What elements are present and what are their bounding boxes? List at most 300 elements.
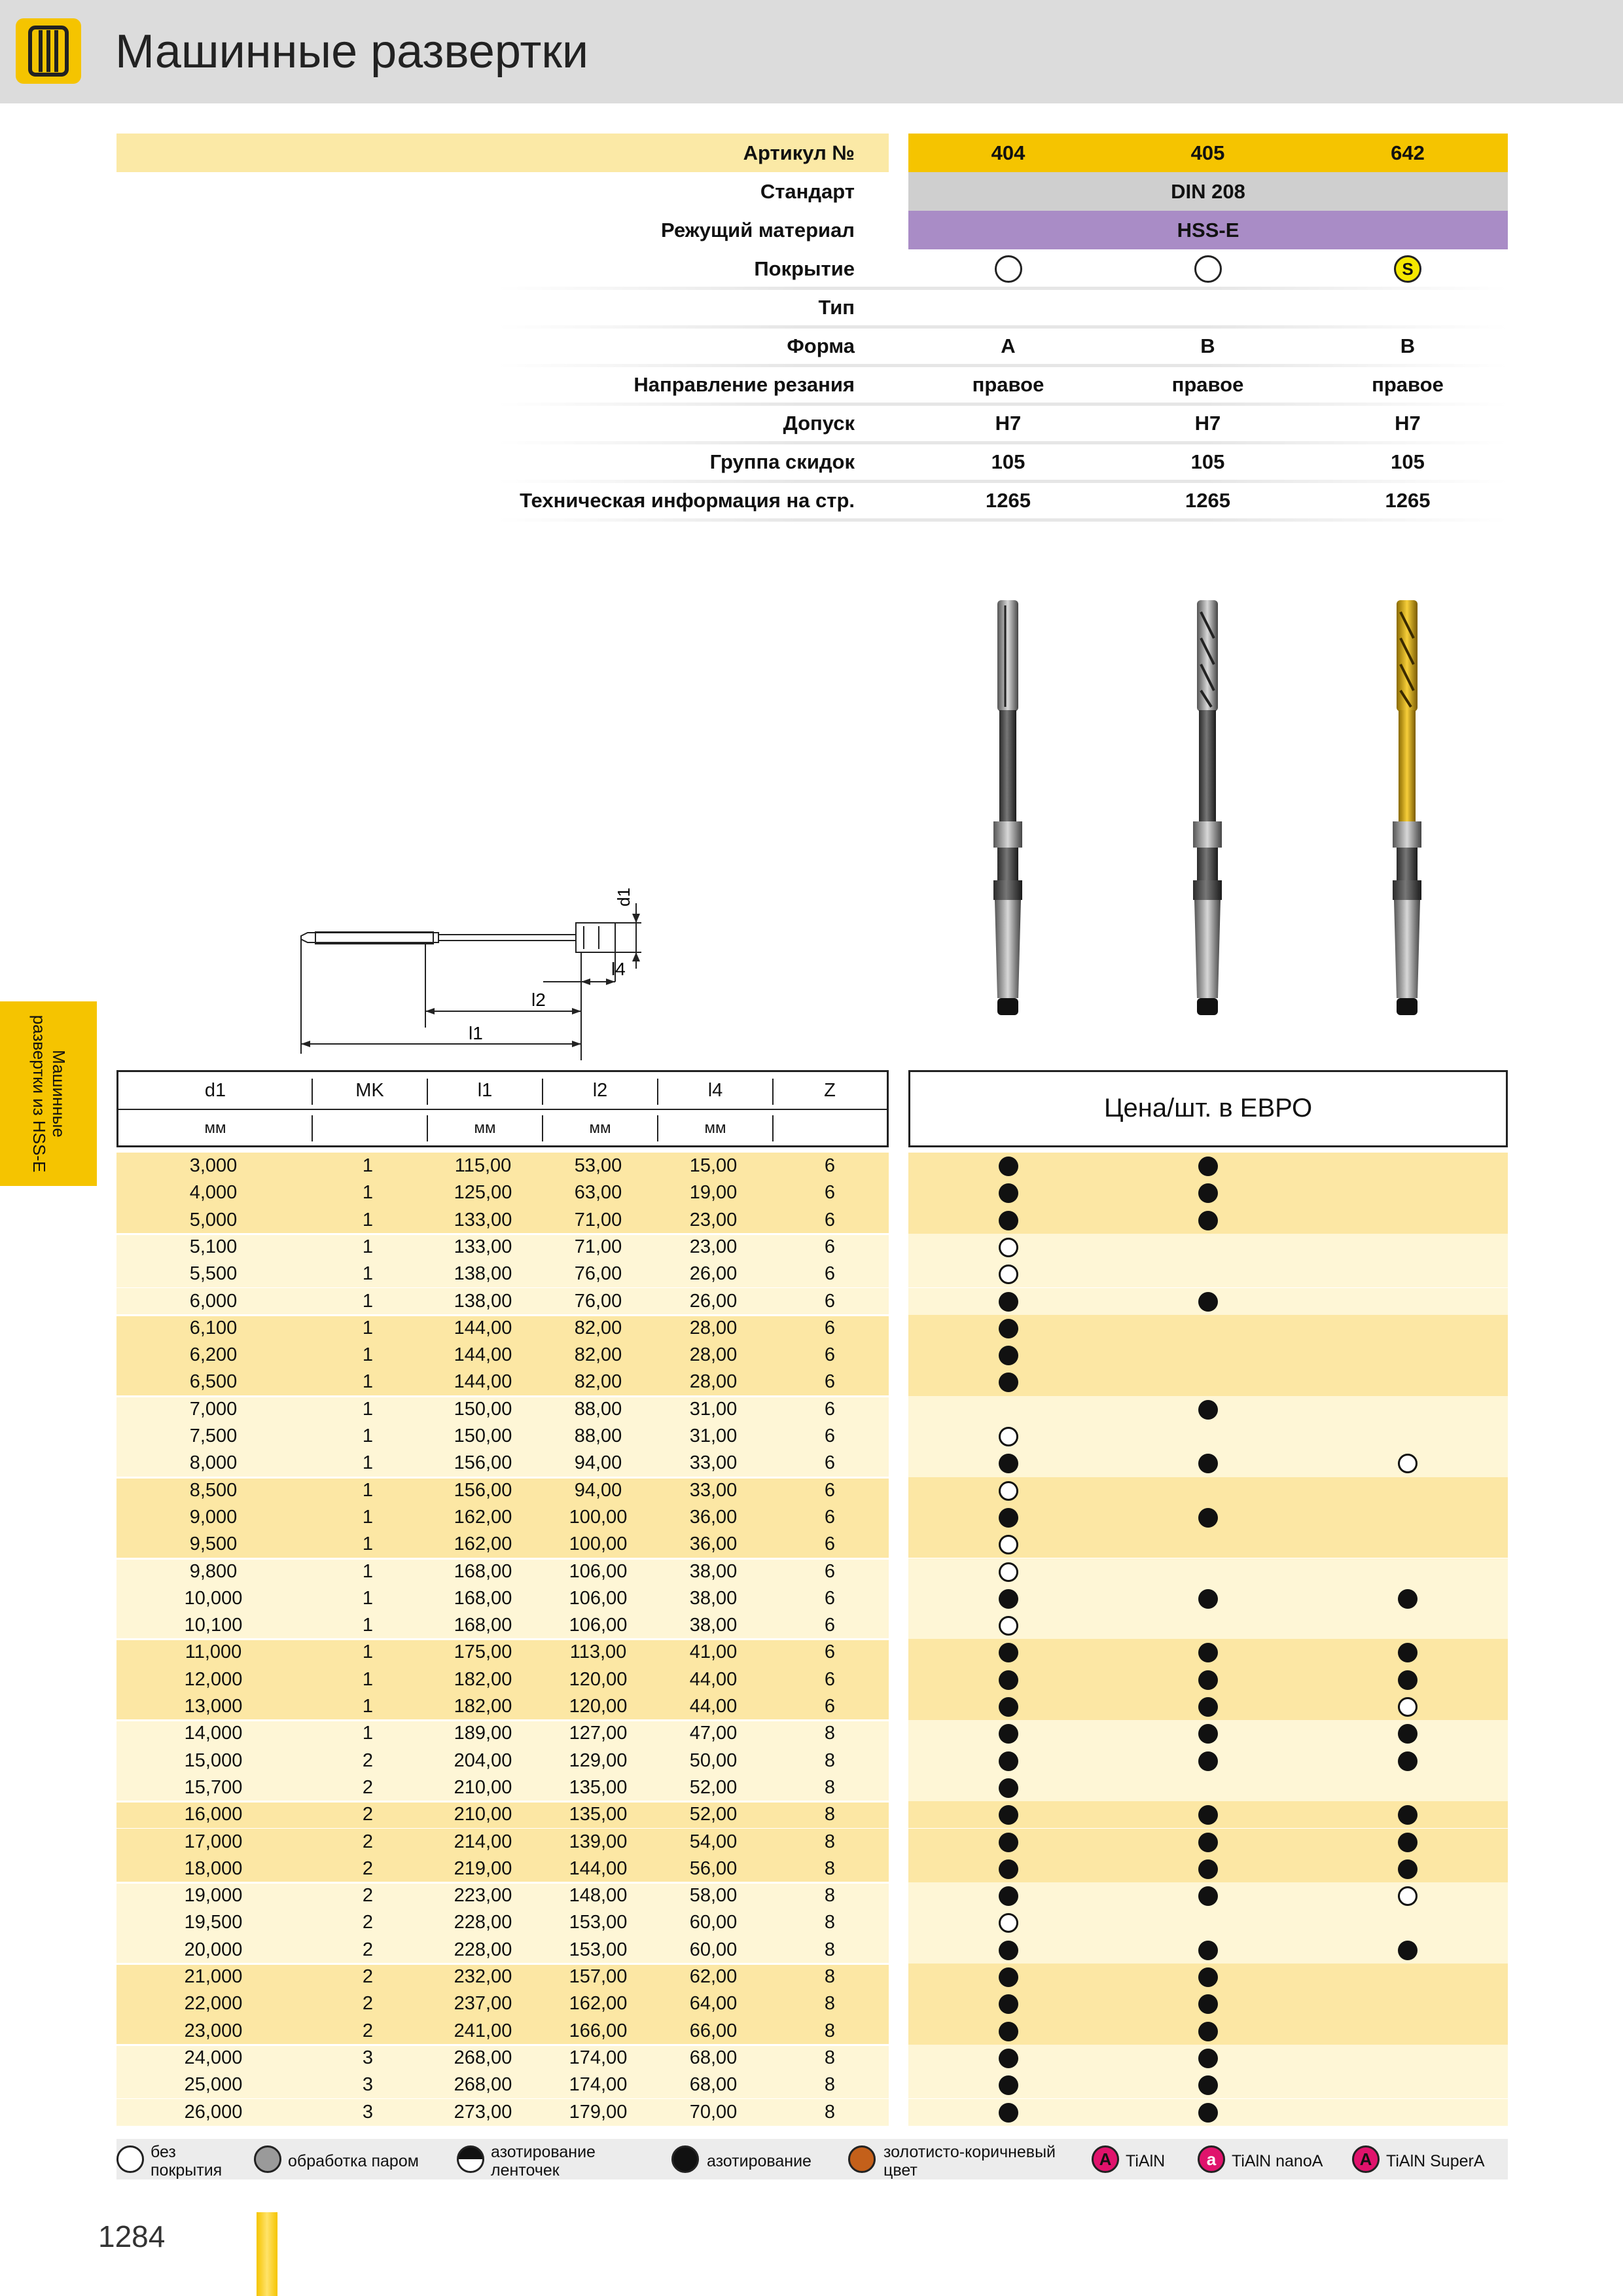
table-cell: 6 xyxy=(824,1479,836,1501)
table-cell: 3 xyxy=(362,2101,374,2123)
table-cell: 36,00 xyxy=(689,1534,738,1555)
available-dot-icon xyxy=(1198,1454,1218,1473)
table-cell: 11,000 xyxy=(185,1641,242,1663)
table-cell: 2 xyxy=(362,1966,374,1987)
techinfo-642: 1265 xyxy=(1385,489,1431,512)
l2-dimension-label: l2 xyxy=(531,990,546,1010)
table-cell: 19,000 xyxy=(184,1885,243,1907)
on-request-dot-icon xyxy=(1398,1886,1418,1906)
unit-l4: мм xyxy=(704,1119,726,1137)
legend-land-nitrided-l2: ленточек xyxy=(491,2161,560,2179)
direction-404: правое xyxy=(972,373,1044,396)
price-row xyxy=(908,2072,1508,2098)
table-cell: 68,00 xyxy=(689,2047,738,2068)
page-number: 1284 xyxy=(98,2219,166,2253)
side-tab-line1: Машинные xyxy=(49,1050,69,1138)
table-cell: 52,00 xyxy=(689,1804,738,1825)
table-cell: 127,00 xyxy=(569,1723,628,1744)
reamer-642-image xyxy=(1381,599,1433,1050)
table-cell: 100,00 xyxy=(569,1506,628,1528)
price-row xyxy=(908,1396,1508,1423)
table-cell: 6 xyxy=(824,1398,836,1420)
table-cell: 8 xyxy=(824,1831,836,1852)
available-dot-icon xyxy=(1398,1833,1418,1852)
row-divider xyxy=(497,403,1508,406)
table-cell: 8 xyxy=(824,1885,836,1907)
legend-tialn-supera: TiAlN SuperA xyxy=(1386,2152,1485,2170)
table-cell: 6 xyxy=(824,1534,836,1555)
table-cell: 179,00 xyxy=(569,2101,628,2123)
price-row xyxy=(908,1720,1508,1747)
available-dot-icon xyxy=(1398,1859,1418,1879)
tialn-supera-icon: A xyxy=(1352,2145,1380,2173)
on-request-dot-icon xyxy=(1398,1454,1418,1473)
available-dot-icon xyxy=(999,1454,1018,1473)
table-cell: 6 xyxy=(824,1587,836,1609)
available-dot-icon xyxy=(1198,1183,1218,1203)
table-row xyxy=(116,1477,889,1504)
table-cell: 33,00 xyxy=(689,1452,738,1474)
table-cell: 5,000 xyxy=(189,1209,238,1230)
table-cell: 23,000 xyxy=(184,2020,243,2041)
table-cell: 2 xyxy=(362,1831,374,1852)
on-request-dot-icon xyxy=(999,1427,1018,1446)
available-dot-icon xyxy=(1198,1805,1218,1825)
coating-s-icon: S xyxy=(1308,249,1508,288)
table-cell: 19,500 xyxy=(184,1912,243,1933)
table-cell: 6,500 xyxy=(189,1371,238,1393)
legend-tialn-nanoa: TiAlN nanoA xyxy=(1232,2152,1323,2170)
price-row xyxy=(908,1937,1508,1964)
table-cell: 223,00 xyxy=(454,1885,512,1907)
table-cell: 6 xyxy=(824,1426,836,1446)
available-dot-icon xyxy=(999,2075,1018,2095)
on-request-dot-icon xyxy=(999,1535,1018,1554)
table-cell: 232,00 xyxy=(454,1966,512,1987)
available-dot-icon xyxy=(999,2049,1018,2068)
table-cell: 1 xyxy=(362,1560,374,1582)
table-cell: 14,000 xyxy=(184,1723,243,1744)
table-cell: 162,00 xyxy=(454,1534,512,1555)
price-row xyxy=(908,1748,1508,1774)
table-cell: 8,000 xyxy=(189,1452,238,1474)
col-l4: l4 xyxy=(707,1080,723,1101)
table-cell: 6 xyxy=(824,1344,836,1366)
available-dot-icon xyxy=(999,1211,1018,1230)
table-cell: 53,00 xyxy=(574,1155,622,1176)
coating-legend xyxy=(116,2139,1508,2179)
available-dot-icon xyxy=(999,1319,1018,1338)
available-dot-icon xyxy=(1198,1941,1218,1960)
available-dot-icon xyxy=(999,1805,1018,1825)
on-request-dot-icon xyxy=(999,1481,1018,1501)
table-cell: 120,00 xyxy=(569,1668,628,1690)
table-cell: 6 xyxy=(824,1155,836,1176)
table-cell: 31,00 xyxy=(689,1398,738,1420)
price-row xyxy=(908,1261,1508,1287)
table-cell: 6 xyxy=(824,1615,836,1636)
material-label: Режущий материал xyxy=(661,219,855,242)
table-cell: 50,00 xyxy=(689,1749,738,1771)
table-cell: 76,00 xyxy=(574,1290,622,1312)
table-cell: 133,00 xyxy=(454,1236,512,1257)
table-cell: 15,000 xyxy=(184,1749,243,1771)
table-cell: 156,00 xyxy=(454,1452,512,1474)
table-cell: 15,00 xyxy=(689,1155,738,1176)
table-cell: 1 xyxy=(362,1479,374,1501)
table-cell: 6 xyxy=(824,1182,836,1204)
table-row xyxy=(116,1585,889,1612)
table-cell: 70,00 xyxy=(689,2101,738,2123)
unit-d1: мм xyxy=(204,1119,226,1137)
table-cell: 36,00 xyxy=(689,1506,738,1528)
table-row xyxy=(116,1964,889,1990)
col-l2: l2 xyxy=(592,1080,608,1101)
table-cell: 18,000 xyxy=(184,1857,243,1879)
table-row xyxy=(116,1693,889,1720)
available-dot-icon xyxy=(999,1778,1018,1798)
table-cell: 2 xyxy=(362,1885,374,1907)
table-row xyxy=(116,1261,889,1287)
price-row xyxy=(908,2018,1508,2045)
d1-dimension-label: d1 xyxy=(614,888,633,906)
table-row xyxy=(116,1342,889,1369)
price-row xyxy=(908,2045,1508,2072)
discount-label: Группа скидок xyxy=(709,450,855,473)
available-dot-icon xyxy=(999,1859,1018,1879)
table-cell: 8 xyxy=(824,1776,836,1798)
table-cell: 8 xyxy=(824,2047,836,2068)
available-dot-icon xyxy=(1198,1670,1218,1690)
reamer-404-image xyxy=(982,599,1034,1050)
table-cell: 1 xyxy=(362,1263,374,1285)
table-row xyxy=(116,1666,889,1693)
table-cell: 13,000 xyxy=(184,1696,243,1717)
table-cell: 6,100 xyxy=(189,1317,238,1338)
table-row xyxy=(116,1315,889,1342)
table-cell: 1 xyxy=(362,1426,374,1446)
table-cell: 168,00 xyxy=(454,1560,512,1582)
col-z: Z xyxy=(824,1080,836,1101)
table-cell: 182,00 xyxy=(454,1696,512,1717)
table-cell: 1 xyxy=(362,1452,374,1474)
table-cell: 6 xyxy=(824,1641,836,1663)
table-cell: 1 xyxy=(362,1371,374,1393)
table-cell: 174,00 xyxy=(569,2074,628,2096)
coating-uncoated-icon xyxy=(1108,249,1308,288)
table-cell: 157,00 xyxy=(569,1966,628,1987)
table-cell: 2 xyxy=(362,1804,374,1825)
available-dot-icon xyxy=(1398,1670,1418,1690)
available-dot-icon xyxy=(999,1372,1018,1392)
available-dot-icon xyxy=(999,1697,1018,1717)
techinfo-label: Техническая информация на стр. xyxy=(520,489,855,512)
discount-404: 105 xyxy=(991,450,1026,473)
table-cell: 38,00 xyxy=(689,1615,738,1636)
col-d1: d1 xyxy=(204,1080,226,1101)
available-dot-icon xyxy=(1198,1157,1218,1176)
article-404: 404 xyxy=(991,141,1026,164)
table-cell: 106,00 xyxy=(569,1560,628,1582)
table-cell: 168,00 xyxy=(454,1587,512,1609)
page-bar xyxy=(257,2212,277,2296)
table-row xyxy=(116,1396,889,1423)
table-cell: 162,00 xyxy=(454,1506,512,1528)
table-cell: 44,00 xyxy=(689,1668,738,1690)
table-cell: 1 xyxy=(362,1615,374,1636)
table-cell: 54,00 xyxy=(689,1831,738,1852)
table-row xyxy=(116,2018,889,2045)
table-cell: 106,00 xyxy=(569,1587,628,1609)
table-cell: 5,100 xyxy=(189,1236,238,1257)
table-cell: 22,000 xyxy=(184,1993,243,2015)
table-cell: 21,000 xyxy=(184,1966,243,1987)
table-cell: 94,00 xyxy=(574,1479,622,1501)
price-row xyxy=(908,1342,1508,1369)
table-cell: 2 xyxy=(362,1993,374,2015)
table-cell: 2 xyxy=(362,1749,374,1771)
price-row xyxy=(908,1558,1508,1585)
table-cell: 153,00 xyxy=(569,1939,628,1960)
reamer-405-image xyxy=(1181,599,1234,1050)
available-dot-icon xyxy=(1198,2075,1218,2095)
table-cell: 2 xyxy=(362,1776,374,1798)
table-cell: 268,00 xyxy=(454,2074,512,2096)
page-header xyxy=(0,0,1623,103)
table-row xyxy=(116,1558,889,1585)
standard-value: DIN 208 xyxy=(1171,180,1245,203)
row-divider xyxy=(497,441,1508,444)
table-cell: 135,00 xyxy=(569,1804,628,1825)
table-cell: 1 xyxy=(362,1723,374,1744)
table-cell: 138,00 xyxy=(454,1263,512,1285)
available-dot-icon xyxy=(1398,1941,1418,1960)
price-row xyxy=(908,1612,1508,1639)
table-cell: 268,00 xyxy=(454,2047,512,2068)
table-cell: 8 xyxy=(824,1804,836,1825)
price-row xyxy=(908,1504,1508,1531)
table-row xyxy=(116,1207,889,1234)
available-dot-icon xyxy=(1198,1886,1218,1906)
table-cell: 10,000 xyxy=(184,1587,243,1609)
table-cell: 44,00 xyxy=(689,1696,738,1717)
available-dot-icon xyxy=(1398,1589,1418,1609)
table-cell: 52,00 xyxy=(689,1776,738,1798)
article-label: Артикул № xyxy=(743,141,855,164)
available-dot-icon xyxy=(1198,1967,1218,1987)
direction-label: Направление резания xyxy=(633,373,855,396)
table-cell: 8,500 xyxy=(189,1479,238,1501)
table-cell: 47,00 xyxy=(689,1723,738,1744)
l4-dimension-label: l4 xyxy=(611,959,626,979)
table-row xyxy=(116,1423,889,1450)
price-row xyxy=(908,1153,1508,1179)
table-cell: 38,00 xyxy=(689,1587,738,1609)
discount-405: 105 xyxy=(1190,450,1225,473)
available-dot-icon xyxy=(1198,1643,1218,1662)
table-cell: 10,100 xyxy=(184,1615,243,1636)
table-cell: 64,00 xyxy=(689,1993,738,2015)
price-row xyxy=(908,1585,1508,1612)
table-cell: 204,00 xyxy=(454,1749,512,1771)
table-header xyxy=(116,1070,889,1147)
table-cell: 237,00 xyxy=(454,1993,512,2015)
table-cell: 9,500 xyxy=(189,1534,238,1555)
available-dot-icon xyxy=(999,1157,1018,1176)
price-row xyxy=(908,1369,1508,1395)
table-cell: 26,00 xyxy=(689,1290,738,1312)
price-header: Цена/шт. в ЕВРО xyxy=(908,1070,1508,1147)
table-cell: 71,00 xyxy=(574,1209,622,1230)
table-cell: 135,00 xyxy=(569,1776,628,1798)
price-row xyxy=(908,1207,1508,1234)
form-405: B xyxy=(1200,334,1215,357)
col-l1: l1 xyxy=(477,1080,493,1101)
unit-l1: мм xyxy=(474,1119,496,1137)
form-404: A xyxy=(1001,334,1016,357)
table-cell: 20,000 xyxy=(184,1939,243,1960)
techinfo-404: 1265 xyxy=(986,489,1031,512)
price-row xyxy=(908,1666,1508,1693)
table-row xyxy=(116,1990,889,2017)
legend-land-nitrided-l1: азотирование xyxy=(491,2143,596,2161)
table-cell: 219,00 xyxy=(454,1857,512,1879)
table-cell: 8 xyxy=(824,1939,836,1960)
type-label: Тип xyxy=(818,296,855,319)
table-cell: 26,00 xyxy=(689,1263,738,1285)
price-row xyxy=(908,1882,1508,1909)
table-cell: 144,00 xyxy=(454,1371,512,1393)
table-cell: 6,200 xyxy=(189,1344,238,1366)
table-cell: 60,00 xyxy=(689,1939,738,1960)
legend-gold-brown-l1: золотисто-коричневый xyxy=(883,2143,1056,2161)
available-dot-icon xyxy=(999,2103,1018,2123)
price-row xyxy=(908,1829,1508,1856)
table-cell: 144,00 xyxy=(454,1317,512,1338)
available-dot-icon xyxy=(999,1508,1018,1528)
unit-l2: мм xyxy=(589,1119,611,1137)
table-cell: 6 xyxy=(824,1263,836,1285)
table-cell: 66,00 xyxy=(689,2020,738,2041)
available-dot-icon xyxy=(999,1589,1018,1609)
table-cell: 23,00 xyxy=(689,1209,738,1230)
table-cell: 129,00 xyxy=(569,1749,628,1771)
available-dot-icon xyxy=(1198,1400,1218,1420)
price-row xyxy=(908,1964,1508,1990)
table-cell: 1 xyxy=(362,1317,374,1338)
table-cell: 1 xyxy=(362,1641,374,1663)
table-cell: 1 xyxy=(362,1696,374,1717)
available-dot-icon xyxy=(1198,1833,1218,1852)
legend-steam: обработка паром xyxy=(288,2152,419,2170)
table-cell: 1 xyxy=(362,1209,374,1230)
table-cell: 71,00 xyxy=(574,1236,622,1257)
table-cell: 113,00 xyxy=(569,1641,627,1663)
table-cell: 210,00 xyxy=(454,1804,512,1825)
price-row xyxy=(908,1234,1508,1261)
table-cell: 133,00 xyxy=(454,1209,512,1230)
price-row xyxy=(908,1531,1508,1558)
price-row xyxy=(908,1639,1508,1666)
coating-uncoated-icon xyxy=(908,249,1108,288)
price-row xyxy=(908,1477,1508,1504)
legend-nitrided: азотирование xyxy=(707,2152,812,2170)
table-cell: 2 xyxy=(362,1939,374,1960)
table-cell: 63,00 xyxy=(574,1182,622,1204)
table-cell: 6 xyxy=(824,1452,836,1474)
table-cell: 28,00 xyxy=(689,1317,738,1338)
table-cell: 120,00 xyxy=(569,1696,628,1717)
on-request-dot-icon xyxy=(999,1616,1018,1636)
available-dot-icon xyxy=(1198,1697,1218,1717)
table-cell: 9,000 xyxy=(189,1506,238,1528)
tolerance-642: H7 xyxy=(1395,412,1421,435)
table-cell: 2 xyxy=(362,1857,374,1879)
column-gap xyxy=(889,1147,908,2129)
table-cell: 19,00 xyxy=(689,1182,738,1204)
table-cell: 2 xyxy=(362,2020,374,2041)
land-nitrided-icon xyxy=(457,2145,484,2173)
row-divider xyxy=(497,325,1508,329)
on-request-dot-icon xyxy=(999,1913,1018,1933)
price-row xyxy=(908,1315,1508,1342)
table-cell: 58,00 xyxy=(689,1885,738,1907)
table-row xyxy=(116,1829,889,1856)
table-cell: 6 xyxy=(824,1371,836,1393)
table-cell: 56,00 xyxy=(689,1857,738,1879)
table-cell: 1 xyxy=(362,1398,374,1420)
table-cell: 174,00 xyxy=(569,2047,628,2068)
table-cell: 241,00 xyxy=(454,2020,512,2041)
table-cell: 100,00 xyxy=(569,1534,628,1555)
table-cell: 62,00 xyxy=(689,1966,738,1987)
table-cell: 175,00 xyxy=(454,1641,512,1663)
table-cell: 210,00 xyxy=(454,1776,512,1798)
table-cell: 144,00 xyxy=(454,1344,512,1366)
available-dot-icon xyxy=(1398,1805,1418,1825)
table-cell: 25,000 xyxy=(184,2074,243,2096)
table-cell: 125,00 xyxy=(454,1182,512,1204)
table-cell: 7,500 xyxy=(189,1426,238,1446)
table-row xyxy=(116,2099,889,2126)
on-request-dot-icon xyxy=(999,1238,1018,1257)
table-cell: 23,00 xyxy=(689,1236,738,1257)
available-dot-icon xyxy=(1198,1724,1218,1744)
available-dot-icon xyxy=(1198,1859,1218,1879)
table-cell: 150,00 xyxy=(454,1398,512,1420)
table-cell: 1 xyxy=(362,1344,374,1366)
table-cell: 6 xyxy=(824,1506,836,1528)
table-cell: 115,00 xyxy=(454,1155,512,1176)
price-row xyxy=(908,2099,1508,2126)
available-dot-icon xyxy=(999,2022,1018,2041)
available-dot-icon xyxy=(1398,1751,1418,1771)
table-cell: 8 xyxy=(824,2074,836,2096)
table-row xyxy=(116,1179,889,1206)
available-dot-icon xyxy=(999,1751,1018,1771)
form-642: B xyxy=(1400,334,1416,357)
tolerance-404: H7 xyxy=(995,412,1022,435)
table-row xyxy=(116,1234,889,1261)
price-row xyxy=(908,1423,1508,1450)
legend-uncoated-l2: покрытия xyxy=(151,2161,223,2179)
table-cell: 189,00 xyxy=(454,1723,512,1744)
article-642: 642 xyxy=(1391,141,1425,164)
table-cell: 150,00 xyxy=(454,1426,512,1446)
table-cell: 1 xyxy=(362,1668,374,1690)
available-dot-icon xyxy=(1198,1589,1218,1609)
table-cell: 94,00 xyxy=(574,1452,622,1474)
